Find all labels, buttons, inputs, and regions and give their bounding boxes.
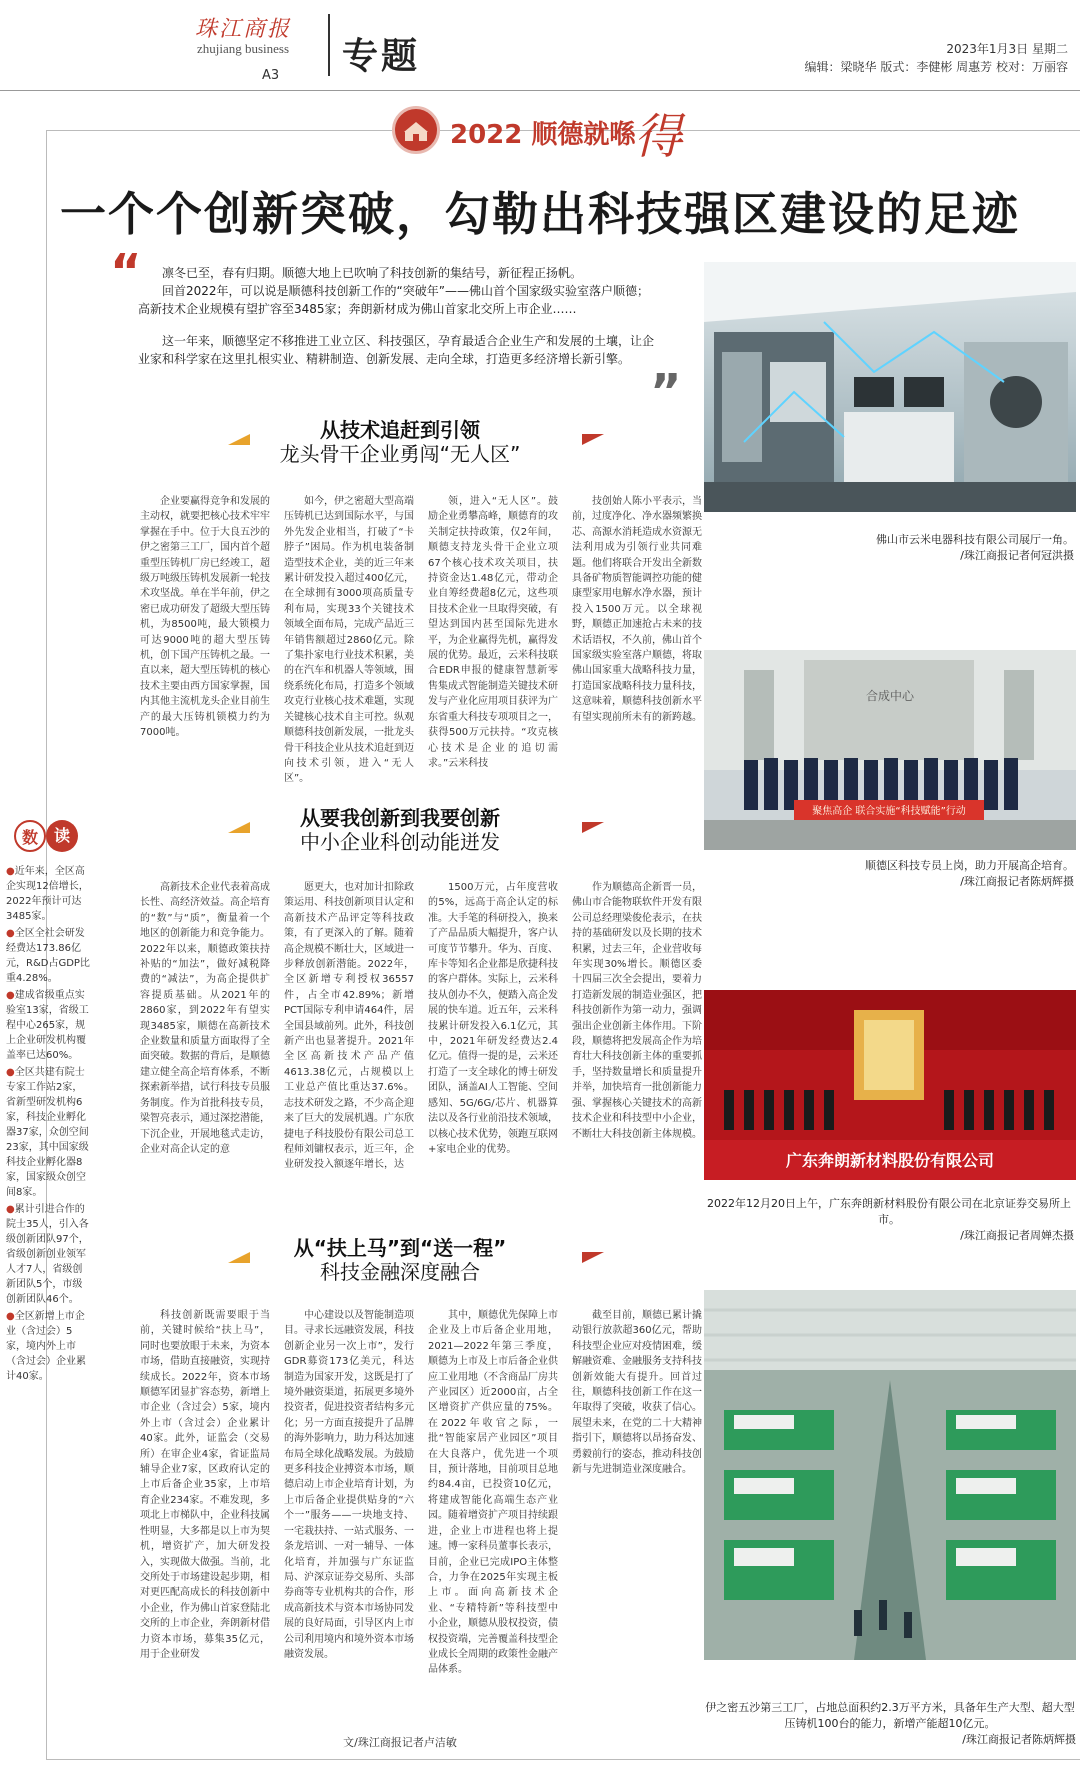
triangle-right-icon — [582, 434, 604, 445]
caption-text: 顺德区科技专员上岗，助力开展高企培育。 — [865, 859, 1074, 872]
section-heading-main: 从要我创新到我要创新 — [300, 806, 500, 830]
section-heading-sub: 中小企业科创动能迸发 — [300, 830, 500, 854]
section-heading-main: 从“扶上马”到“送一程” — [293, 1236, 507, 1260]
article-column: 截至目前，顺德已累计撬动银行放款超360亿元，帮助科技型企业应对疫情困难，缓解融资难、金融服务支持科技创新效能大有提升。回首过往，顺德科技创新工作在这一年取得了突破，收获了信心。展望未来，在党的二十大精神指引下，顺德将以昂扬奋发、勇毅前行的姿态，推动科技创新与先进制造业深度融合。 — [572, 1310, 702, 1476]
article-column: 如今，伊之密超大型高端压铸机已达到国际水平，与国外先发企业相当，打破了“卡脖子”困局。作为机电装备制造型技术企业，美的近三年来累计研发投入超过400亿元，在全球拥有3000项高质量专利布局，实现33个关键技术领域全面布局，完成产品近三年销售额超过2860亿元。除了集扑家电行业技术积累，美的在汽车和机器人等领域，围绕系统化布局，打造多个领域攻克行业核心技术难题，实现关键核心技术自主可控。纵观顺德科技创新发展，一批龙头骨干科技企业从技术追赶到迈向技术引领，进入“无人区”。 — [284, 496, 414, 785]
sidebar-item: ●全区新增上市企业（含过会）5家，境内外上市（含过会）企业累计40家。 — [6, 1311, 86, 1382]
logo-chinese: 珠江商报 — [194, 17, 291, 42]
sidebar-title-char: 数 — [14, 820, 46, 852]
caption-credit: /珠江商报记者何冠洪摄 — [960, 549, 1074, 562]
caption-text: 2022年12月20日上午，广东奔朗新材料股份有限公司在北京证券交易所上市。 — [707, 1197, 1071, 1226]
article-column: 技创始人陈小平表示，当前，过度净化、净水器频繁换芯、高源水消耗造成水资源无法利用成为引领行业共同难题。他们将联合开发出全新数具备矿物质智能调控功能的健康型家用电解水净水器，预计投入1500万元。以全球视野，顺德正加速抢占未来的技术话语权，不久前，佛山首个国家级实验室落户顺德，将取佛山国家重大战略科技力量，打造国家战略科技力量科技，这意味着，顺德科技创新水平有望实现前所未有的新跨越。 — [572, 496, 702, 723]
section-body-3 — [140, 1308, 702, 1720]
triangle-left-icon — [228, 822, 250, 833]
section-heading-2 — [140, 806, 660, 854]
article-column: 领，进入“无人区”。鼓励企业勇攀高峰，顺德育的攻关制定扶持政策，仅2年间，顺德支持龙头骨干企业立项67个核心技术攻关项目，扶持资金达1.48亿元，带动企业自筹经费超8亿元，这些项目技术企业一旦取得突破，有望达到国内甚至国际先进水平，为企业赢得先机，赢得发展的优势。最近，云米科技联合EDR申报的健康智慧新零售集成式智能制造关键技术研发与产业化应用项目获评为广东省重大科技专项项目之一，获得500万元扶持。“攻克核心技术是企业的追切需求。”云米科技 — [428, 496, 558, 769]
building-sign: 合成中心 — [865, 689, 915, 703]
sidebar-item: ●建成省级重点实验室13家，省级工程中心265家，规上企业研发机构覆盖率已达60%。 — [6, 990, 89, 1061]
factory-photo[interactable] — [704, 1290, 1076, 1660]
page-number: A3 — [262, 68, 280, 83]
special-title: 2022 顺德就喺 — [450, 120, 636, 150]
lead-paragraphs — [138, 264, 658, 368]
photo-caption — [704, 532, 1074, 564]
sidebar-title-char: 读 — [46, 820, 78, 852]
quote-close-icon: ” — [650, 364, 682, 420]
group-banner-text: 聚焦高企 联合实施“科技赋能”行动 — [812, 806, 966, 817]
showroom-photo[interactable] — [704, 262, 1076, 512]
group-photo[interactable] — [704, 650, 1076, 850]
special-character: 得 — [634, 109, 683, 165]
lead-paragraph: 回首2022年，可以说是顺德科技创新工作的“突破年”——佛山首个国家级实验室落户顺德；高新技术企业规模有望扩容至3485家；奔朗新材成为佛山首家北交所上市企业…… — [138, 284, 649, 316]
newspaper-logo[interactable] — [168, 12, 318, 57]
masthead-divider — [328, 14, 330, 76]
photo-caption — [704, 858, 1074, 890]
listing-ceremony-photo[interactable] — [704, 990, 1076, 1180]
special-banner — [392, 104, 692, 165]
logo-english: zhujiang business — [196, 41, 290, 56]
caption-credit: /珠江商报记者陈炳辉摄 — [960, 875, 1074, 888]
article-column: 作为顺德高企新晋一员，佛山市合能物联软件开发有限公司总经理梁俊伦表示，在扶持的基础研发以及长期的技术积累，过去三年，企业营收每年实现30%增长。顺德区委十四届三次全会提出，要着力打造新发展的制造业强区，把科技创新作为第一动力，强调强出企业创新主体作用。下阶段，顺德将把发展高企作为培育壮大科技创新主体的重要抓手，坚持数量增长和质量提升并举，加快培育一批创新能力强、掌握核心关键技术的高新技术企业和科技型中小企业，不断壮大科技创新主体规模。 — [572, 882, 702, 1140]
editor-credits: 编辑：梁晓华 版式：李健彬 周惠芳 校对：万丽容 — [804, 60, 1068, 74]
masthead — [0, 0, 1080, 90]
data-sidebar — [0, 816, 92, 1386]
lead-paragraph: 凛冬已至，春有归期。顺德大地上已吹响了科技创新的集结号，新征程正扬帆。 — [162, 266, 583, 280]
article-column: 1500万元，占年度营收的5%，远高于高企认定的标准。大手笔的科研投入，换来了产品品质大幅提升，客户认可度节节攀升。华为、百度、库卡等知名企业都是欣捷科技的客户群体。实际上，云米科技从创办不久，便踏入高企发展的快车道。近五年，云米科技累计研发投入6.1亿元，其中，2021年研发经费达2.4亿元。值得一提的是，云米还打造了一支全球化的博士研发团队，涵盖AI人工智能、空间感知、5G/6G/芯片、机器算法以及各行业前沿技术领域，以核心技术优势，领跑互联网+家电企业的优势。 — [428, 882, 558, 1155]
masthead-rule — [0, 90, 1080, 91]
sidebar-item: ●全区共建有院士专家工作站2家，省新型研发机构6家，科技企业孵化器37家，众创空间23家，其中国家级科技企业孵化器8家，国家级众创空间8家。 — [6, 1067, 89, 1198]
company-banner-text: 广东奔朗新材料股份有限公司 — [785, 1151, 995, 1170]
section-body-1 — [140, 494, 702, 790]
triangle-right-icon — [582, 1252, 604, 1263]
section-heading-sub: 科技金融深度融合 — [320, 1260, 480, 1284]
caption-credit: /珠江商报记者陈炳辉摄 — [962, 1733, 1076, 1746]
sidebar-title — [0, 816, 92, 856]
sidebar-item: ●全区全社会研发经费达173.86亿元，R&D占GDP比重4.28%。 — [6, 928, 90, 984]
issue-date: 2023年1月3日 星期二 — [946, 42, 1068, 56]
triangle-right-icon — [582, 822, 604, 833]
article-column: 高新技术企业代表着高成长性、高经济效益。高企培育的“数”与“质”，衡量着一个地区的创新能力和竞争能力。2022年以来，顺德政策扶持补贴的“加法”，做好减税降费的“减法”，为高企提供扩容提质基础。从2021年的2860家，到2022年有望实现3485家，顺德在高新技术企业数量和质量方面取得了全面突破。数据的背后，是顺德建立健全高企培育体系，不断探索新举措，试行科技专员服务制度。作为首批科技专员，梁智亮表示，通过深挖潜能，下沉企业，开展地毯式走访，企业对高企认定的意 — [140, 882, 270, 1155]
section-heading-main: 从技术追赶到引领 — [320, 418, 480, 442]
sidebar-item: ●累计引进合作的院士35人，引入各级创新团队97个，省级创新创业领军人才7人，省级创新团队5个，市级创新团队46个。 — [6, 1204, 89, 1305]
article-column: 中心建设以及智能制造项目。寻求长远融资发展，科技创新企业另一次上市”，发行GDR募资173亿美元，科达制造为国家开发，这既是打了境外融资渠道，拓展更多境外投资者，促进投资者结构多元化；另一方面直接提升了品牌的海外影响力，助力科达加速布局全球化战略发展。为鼓励更多科技企业搏资本市场，顺德启动上市企业培育计划，为上市后备企业提供贴身的“六个一”服务——一块地支持、一宅栽扶持、一站式服务、一条龙培训、一对一辅导、一体化培育，并加强与广东证监局、沪深京证券交易所、头部券商等专业机构共的合作，形成高新技术与资本市场协同发展的良好局面，引导区内上市公司利用境内和境外资本市场融资发展。 — [284, 1310, 414, 1660]
lead-paragraph: 这一年来，顺德坚定不移推进工业立区、科技强区，孕育最适合企业生产和发展的土壤，让企业家和科学家在这里扎根实业、精耕制造、创新发展、走向全球，打造更多经济增长新引擎。 — [138, 334, 655, 366]
section-heading-sub: 龙头骨干企业勇闯“无人区” — [279, 442, 521, 466]
section-title: 专题 — [342, 36, 421, 77]
sidebar-list — [0, 864, 92, 1384]
article-column: 科技创新既需要眼于当前，关键时候给“扶上马”，同时也要放眼于未来，为资本市场，借助直接融资，实现持续成长。2022年，资本市场顺德军团显扩容态势，新增上市企业（含过会）5家，境内外上市（含过会）企业累计40家。此外，证监会（交易所）在审企业4家，省证监局辅导企业7家，区政府认定的上市后备企业35家，上市培育企业234家。不难发现，多项北上市梯队中，企业科技属性明显，大多都是以上市为契机，增资扩产，加大研发投入，实现做大做强。当前，北交所处于市场建设起步期，相对更匹配高成长的科技创新中小企业，作为佛山首家登陆北交所的上市企业，奔朗新材借力资本市场，募集35亿元，用于企业研发 — [140, 1310, 270, 1660]
section-heading-1 — [140, 418, 660, 466]
quote-open-icon: “ — [110, 244, 142, 300]
sidebar-item: ●近年来，全区高企实现12倍增长，2022年预计可达3485家。 — [6, 866, 89, 922]
section-heading-3 — [140, 1236, 660, 1284]
article-byline: 文/珠江商报记者卢洁敏 — [343, 1736, 457, 1749]
triangle-left-icon — [228, 434, 250, 445]
caption-text: 伊之密五沙第三工厂，占地总面积约2.3万平方米，具备年生产大型、超大型压铸机100台的能力，新增产能超10亿元。 — [705, 1701, 1075, 1730]
caption-text: 佛山市云米电器科技有限公司展厅一角。 — [876, 533, 1074, 546]
article-column: 其中，顺德优先保障上市企业及上市后备企业用地，2021—2022年第三季度，顺德为上市及上市后备企业供应工业用地（不含商品厂房共产业园区）近2000亩，占全区增资扩产供应量的75%。在2022年收官之际，一批“智能家居产业园区”项目在大良落户，优先进一个项目，预计落地，目前项目总地约84.4亩，已投资10亿元，将建成智能化高端生态产业园。随着增资扩产项目持续跟进，企业上市进程也将上提速。博一家科员董事长表示，目前，企业已完成IPO主体整合，力争在2025年实现主板上市。面向高新技术企业、“专精特新”等科技型中小企业，顺德从股权投资，债权投资端，完善覆盖科技型企业成长全周期的政策性金融产品体系。 — [428, 1310, 558, 1676]
triangle-left-icon — [228, 1252, 250, 1263]
special-emblem-icon — [392, 106, 440, 154]
photo-caption — [704, 1196, 1074, 1244]
headline: 一个个创新突破，勾勒出科技强区建设的足迹 — [60, 187, 1020, 241]
caption-credit: /珠江商报记者周婵杰摄 — [960, 1229, 1074, 1242]
section-body-2 — [140, 880, 702, 1222]
article-column: 愿更大，也对加计扣除政策运用、科技创新项目认定和高新技术产品评定等科技政策，有了更深入的了解。随着高企规模不断壮大，区域进一步释放创新潜能。2022年，全区新增专利授权36557件，占全市42.89%；新增PCT国际专利申请464件，居全国县域前列。此外，科技创新产出也显著提升。2021年全区高新技术产品产值4613.38亿元，占规模以上工业总产值比重达37.6%。志技术研发之路，不少高企迎来了巨大的发展机遇。广东欣捷电子科技股份有限公司总工程师刘镛权表示，近三年，企业研发投入额逐年增长，达 — [284, 882, 414, 1171]
article-column: 企业要赢得竞争和发展的主动权，就要把核心技术牢牢掌握在手中。位于大良五沙的伊之密第三工厂，国内首个超重型压铸机厂房已经竣工，超级万吨级压铸机发展新一轮技术攻坚战。单在半年前，伊之密已成功研发了超级大型压铸机，为8500吨，最大锁模力可达9000吨的超大型压铸机，创下国产压铸机之最。一直以来，超大型压铸机的核心技术主要由西方国家掌握，国内其他主流机龙头企业目前生产的最大压铸机锁模力约为7000吨。 — [140, 496, 270, 739]
